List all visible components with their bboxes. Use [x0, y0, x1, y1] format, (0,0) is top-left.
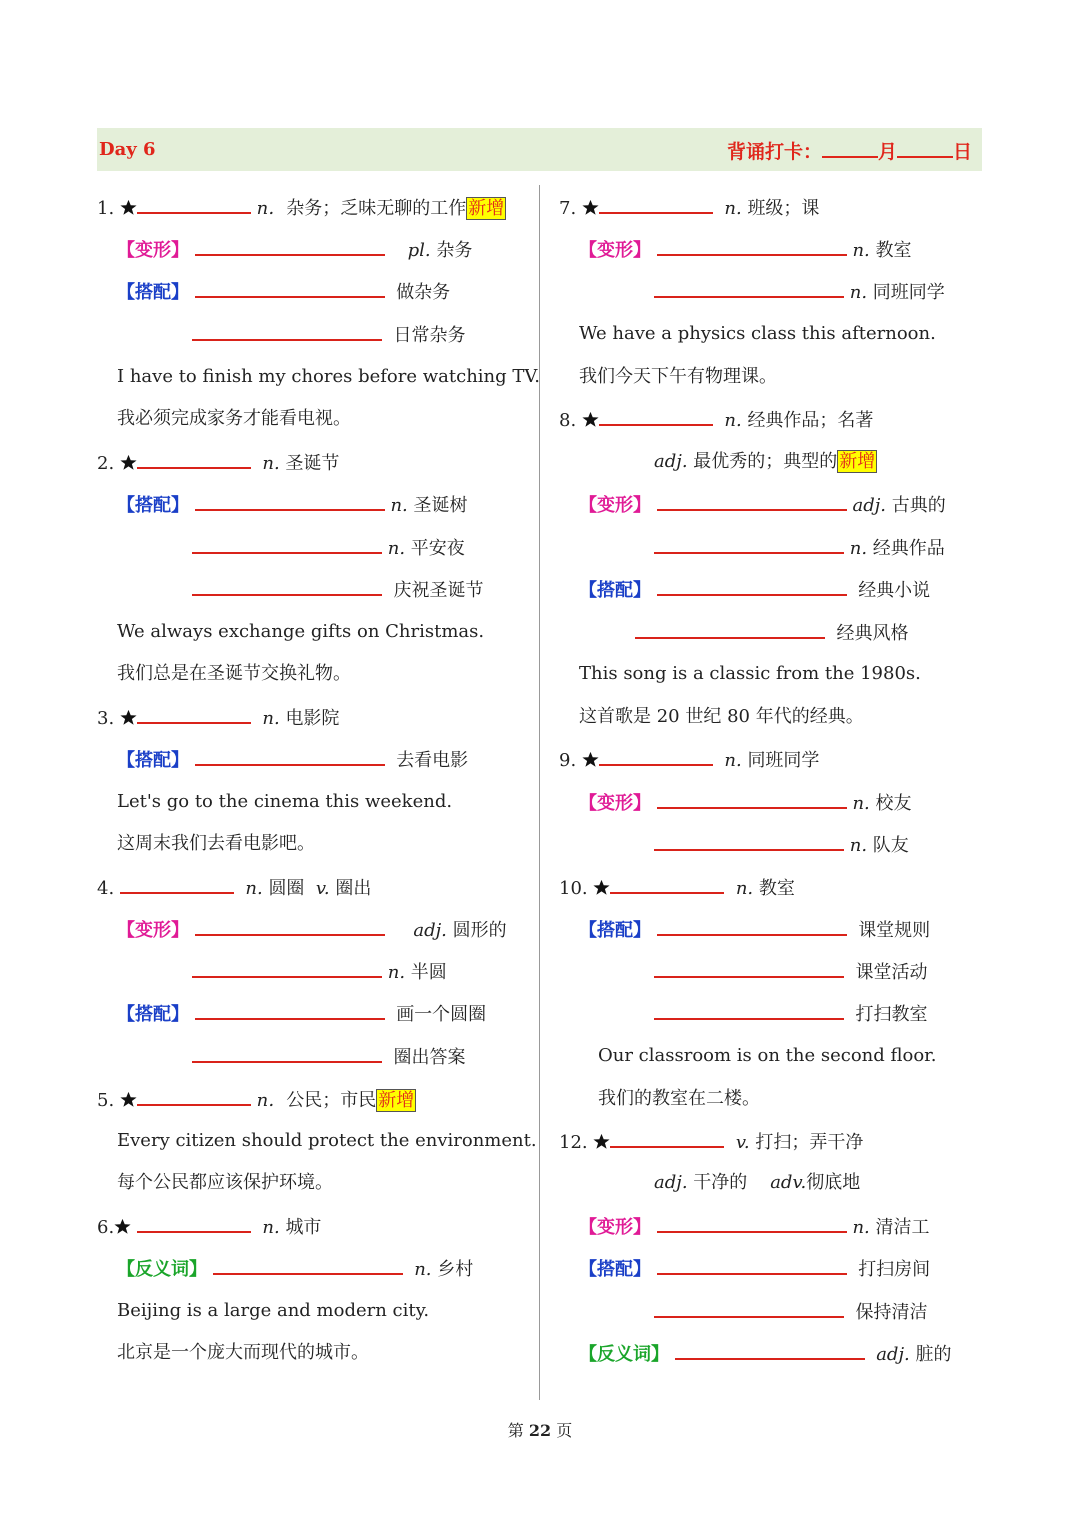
- example-en: Beijing is a large and modern city.: [117, 1300, 430, 1321]
- antonym-blank[interactable]: [675, 1340, 865, 1360]
- entry-9-forms-1: [579, 789, 912, 815]
- word-blank[interactable]: [120, 874, 234, 894]
- pos: adj.: [852, 495, 887, 516]
- checkin-label: 背诵打卡：: [726, 141, 822, 163]
- meaning: 公民；市民: [286, 1090, 377, 1111]
- pos: n.: [387, 962, 406, 983]
- pos: n.: [262, 453, 280, 474]
- antonym-blank[interactable]: [213, 1255, 403, 1275]
- new-badge: 新增: [468, 198, 505, 219]
- entry-12-collocation-2: [654, 1298, 927, 1324]
- pos: n.: [262, 1217, 280, 1238]
- entry-number: 4.: [97, 878, 115, 899]
- collocation-tag: 【搭配】: [579, 920, 651, 941]
- example-zh: 这首歌是 20 世纪 80 年代的经典。: [579, 706, 864, 727]
- example-en: I have to finish my chores before watching TV.: [117, 366, 540, 387]
- collocation-tag: 【搭配】: [117, 1004, 189, 1025]
- month-char: 月: [877, 141, 897, 163]
- forms-blank[interactable]: [657, 1213, 847, 1233]
- entry-10-collocation-2: [654, 958, 927, 984]
- entry-2-collocation-3: [192, 576, 483, 602]
- forms-tag: 【变形】: [579, 793, 651, 814]
- word-blank[interactable]: [599, 194, 713, 214]
- collocation-blank[interactable]: [635, 619, 825, 639]
- meaning: 古典的: [891, 495, 946, 516]
- entry-number: 10.: [559, 878, 588, 899]
- page-footer: [0, 1418, 1080, 1441]
- meaning: 清洁工: [875, 1217, 930, 1238]
- entry-number: 8.: [559, 410, 577, 431]
- pos: n.: [735, 878, 754, 899]
- meaning: 脏的: [915, 1344, 952, 1365]
- forms-blank[interactable]: [657, 789, 847, 809]
- entry-8-collocation-1: [579, 576, 930, 602]
- forms-blank[interactable]: [657, 236, 847, 256]
- pos: n.: [390, 495, 408, 516]
- entry-8-forms-2: [654, 534, 945, 560]
- entry-1-forms: [117, 236, 472, 262]
- meaning: 同班同学: [872, 282, 945, 303]
- meaning: 同班同学: [747, 750, 820, 771]
- entry-3: [97, 704, 339, 730]
- meaning: 乡村: [437, 1259, 474, 1280]
- entry-4-forms-2: [192, 958, 447, 984]
- day-title: Day 6: [99, 139, 156, 160]
- collocation-blank[interactable]: [654, 1000, 844, 1020]
- collocation-tag: 【搭配】: [117, 495, 189, 516]
- example-en: This song is a classic from the 1980s.: [579, 663, 921, 684]
- word-blank[interactable]: [599, 746, 713, 766]
- entry-8: [559, 406, 873, 432]
- meaning: 队友: [872, 835, 909, 856]
- forms-blank[interactable]: [195, 916, 385, 936]
- meaning: 经典小说: [858, 580, 931, 601]
- meaning: 经典作品: [872, 538, 945, 559]
- meaning: 干净的: [693, 1172, 748, 1193]
- meaning: 经典风格: [836, 623, 909, 644]
- forms-blank[interactable]: [654, 831, 844, 851]
- example-zh: 我们总是在圣诞节交换礼物。: [117, 663, 351, 684]
- entry-4-forms-1: [117, 916, 507, 942]
- example-zh: 北京是一个庞大而现代的城市。: [117, 1342, 369, 1363]
- antonym-tag: 【反义词】: [117, 1259, 207, 1280]
- pos: n.: [849, 282, 868, 303]
- meaning: 彻底地: [806, 1172, 861, 1193]
- meaning: 班级；课: [747, 198, 820, 219]
- pos: n.: [262, 708, 280, 729]
- forms-blank[interactable]: [195, 236, 385, 256]
- star-icon: [582, 751, 599, 768]
- word-blank[interactable]: [610, 874, 724, 894]
- entry-2: [97, 449, 339, 475]
- pos: n.: [245, 878, 263, 899]
- meaning: 校友: [875, 793, 912, 814]
- pos: pl.: [407, 240, 431, 261]
- entry-8-forms-1: [579, 491, 946, 517]
- pos: adv.: [770, 1172, 807, 1193]
- forms-blank[interactable]: [654, 534, 844, 554]
- forms-blank[interactable]: [192, 958, 382, 978]
- meaning: 打扫房间: [858, 1259, 931, 1280]
- forms-tag: 【变形】: [579, 240, 651, 261]
- meaning: 城市: [285, 1217, 322, 1238]
- entry-6-antonym: [117, 1255, 473, 1281]
- star-icon: [593, 1133, 610, 1150]
- collocation-tag: 【搭配】: [117, 750, 189, 771]
- word-blank[interactable]: [137, 704, 251, 724]
- meaning: 电影院: [285, 708, 340, 729]
- meaning: 教室: [875, 240, 912, 261]
- meaning: 课堂规则: [858, 920, 931, 941]
- page-suffix: 页: [556, 1421, 573, 1440]
- meaning: 打扫教室: [855, 1004, 928, 1025]
- word-blank[interactable]: [610, 1128, 724, 1148]
- pos: n.: [724, 198, 742, 219]
- pos: v.: [735, 1132, 750, 1153]
- example-en: We have a physics class this afternoon.: [579, 323, 936, 344]
- entry-3-collocation-1: [117, 746, 468, 772]
- entry-number: 7.: [559, 198, 577, 219]
- star-icon: [582, 411, 599, 428]
- meaning: 画一个圆圈: [396, 1004, 487, 1025]
- pos: adj.: [413, 920, 447, 941]
- forms-blank[interactable]: [654, 278, 844, 298]
- collocation-blank[interactable]: [195, 746, 385, 766]
- meaning: 打扫；弄干净: [755, 1132, 864, 1153]
- meaning: 平安夜: [410, 538, 465, 559]
- star-icon: [120, 1091, 137, 1108]
- collocation-blank[interactable]: [192, 576, 382, 596]
- entry-number: 9.: [559, 750, 577, 771]
- collocation-blank[interactable]: [195, 278, 385, 298]
- day-char: 日: [952, 141, 972, 163]
- antonym-tag: 【反义词】: [579, 1344, 669, 1365]
- meaning: 经典作品；名著: [747, 410, 874, 431]
- star-icon: [582, 199, 599, 216]
- forms-tag: 【变形】: [579, 1217, 651, 1238]
- meaning: 保持清洁: [855, 1302, 928, 1323]
- entry-7-forms-1: [579, 236, 912, 262]
- meaning: 最优秀的；典型的: [693, 451, 838, 472]
- entry-4-collocation-2: [192, 1043, 465, 1069]
- meaning: 去看电影: [396, 750, 469, 771]
- star-icon: [120, 454, 137, 471]
- collocation-blank[interactable]: [192, 1043, 382, 1063]
- entry-1-collocation-1: [117, 278, 450, 304]
- meaning: 圆形的: [452, 920, 507, 941]
- collocation-blank[interactable]: [192, 321, 382, 341]
- day-blank[interactable]: [897, 138, 953, 158]
- meaning: 日常杂务: [393, 325, 466, 346]
- meaning: 杂务；乏味无聊的工作: [286, 198, 467, 219]
- pos: n.: [852, 240, 870, 261]
- forms-tag: 【变形】: [117, 240, 189, 261]
- collocation-tag: 【搭配】: [579, 1259, 651, 1280]
- meaning: 教室: [758, 878, 795, 899]
- pos: n.: [849, 835, 868, 856]
- meaning: 圣诞树: [413, 495, 468, 516]
- entry-12-antonym: [579, 1340, 951, 1366]
- entry-number: 12.: [559, 1132, 588, 1153]
- pos: n．: [256, 198, 287, 219]
- meaning: 课堂活动: [855, 962, 928, 983]
- meaning: 杂务: [436, 240, 473, 261]
- pos: n.: [849, 538, 868, 559]
- collocation-blank[interactable]: [195, 1000, 385, 1020]
- new-badge: 新增: [378, 1090, 415, 1111]
- pos: v.: [315, 878, 330, 899]
- meaning: 庆祝圣诞节: [393, 580, 484, 601]
- entry-number: 2.: [97, 453, 115, 474]
- entry-1: [97, 194, 506, 220]
- pos: n.: [387, 538, 406, 559]
- entry-4: [97, 874, 371, 900]
- entry-number: 5.: [97, 1090, 115, 1111]
- word-blank[interactable]: [137, 1086, 251, 1106]
- pos: adj.: [654, 1172, 688, 1193]
- new-badge: 新增: [839, 451, 876, 472]
- entry-7-forms-2: [654, 278, 945, 304]
- pos: adj.: [876, 1344, 910, 1365]
- collocation-blank[interactable]: [654, 958, 844, 978]
- star-icon: [120, 199, 137, 216]
- collocation-blank[interactable]: [657, 916, 847, 936]
- entry-6: [97, 1213, 321, 1239]
- star-icon: [114, 1218, 131, 1235]
- forms-tag: 【变形】: [117, 920, 189, 941]
- entry-4-collocation-1: [117, 1000, 486, 1026]
- example-en: Every citizen should protect the environment.: [117, 1130, 537, 1151]
- collocation-blank[interactable]: [657, 1255, 847, 1275]
- collocation-blank[interactable]: [654, 1298, 844, 1318]
- meaning: 圈出: [335, 878, 372, 899]
- example-zh: 这周末我们去看电影吧。: [117, 833, 315, 854]
- example-en: Let's go to the cinema this weekend.: [117, 791, 453, 812]
- star-icon: [120, 709, 137, 726]
- entry-number: 3.: [97, 708, 115, 729]
- entry-12-collocation-1: [579, 1255, 930, 1281]
- star-icon: [593, 879, 610, 896]
- page-prefix: 第: [507, 1421, 524, 1440]
- pos: n.: [724, 410, 742, 431]
- month-blank[interactable]: [822, 138, 878, 158]
- collocation-blank[interactable]: [192, 534, 382, 554]
- meaning: 圣诞节: [285, 453, 340, 474]
- entry-12-sense-2: [654, 1170, 860, 1196]
- entry-12-forms-1: [579, 1213, 930, 1239]
- entry-5: [97, 1086, 416, 1112]
- entry-2-collocation-1: [117, 491, 468, 517]
- collocation-tag: 【搭配】: [579, 580, 651, 601]
- word-blank[interactable]: [137, 1213, 251, 1233]
- collocation-tag: 【搭配】: [117, 282, 189, 303]
- entry-10-collocation-3: [654, 1000, 927, 1026]
- meaning: 圆圈: [268, 878, 305, 899]
- entry-12: [559, 1128, 863, 1154]
- day-header: [97, 128, 982, 171]
- entry-number: 1.: [97, 198, 115, 219]
- entry-1-collocation-2: [192, 321, 465, 347]
- example-en: We always exchange gifts on Christmas.: [117, 621, 485, 642]
- pos: adj.: [654, 451, 688, 472]
- meaning: 圈出答案: [393, 1047, 466, 1068]
- example-zh: 每个公民都应该保护环境。: [117, 1172, 333, 1193]
- checkin-area: [727, 137, 972, 164]
- pos: n.: [724, 750, 742, 771]
- pos: n.: [414, 1259, 432, 1280]
- collocation-blank[interactable]: [195, 491, 385, 511]
- entry-10: [559, 874, 795, 900]
- forms-blank[interactable]: [657, 491, 847, 511]
- example-zh: 我们的教室在二楼。: [598, 1088, 760, 1109]
- entry-9-forms-2: [654, 831, 909, 857]
- entry-2-collocation-2: [192, 534, 465, 560]
- pos: n.: [852, 1217, 870, 1238]
- forms-tag: 【变形】: [579, 495, 651, 516]
- collocation-blank[interactable]: [657, 576, 847, 596]
- entry-number: 6.: [97, 1217, 115, 1238]
- entry-10-collocation-1: [579, 916, 930, 942]
- pos: n．: [256, 1090, 287, 1111]
- meaning: 做杂务: [396, 282, 451, 303]
- entry-9: [559, 746, 819, 772]
- pos: n.: [852, 793, 870, 814]
- page-number: 22: [528, 1421, 552, 1440]
- word-blank[interactable]: [137, 449, 251, 469]
- example-en: Our classroom is on the second floor.: [598, 1045, 937, 1066]
- example-zh: 我们今天下午有物理课。: [579, 366, 777, 387]
- example-zh: 我必须完成家务才能看电视。: [117, 408, 351, 429]
- entry-8-collocation-2: [635, 619, 908, 645]
- word-blank[interactable]: [599, 406, 713, 426]
- entry-7: [559, 194, 819, 220]
- meaning: 半圆: [410, 962, 447, 983]
- entry-8-sense-2: [654, 449, 877, 475]
- word-blank[interactable]: [137, 194, 251, 214]
